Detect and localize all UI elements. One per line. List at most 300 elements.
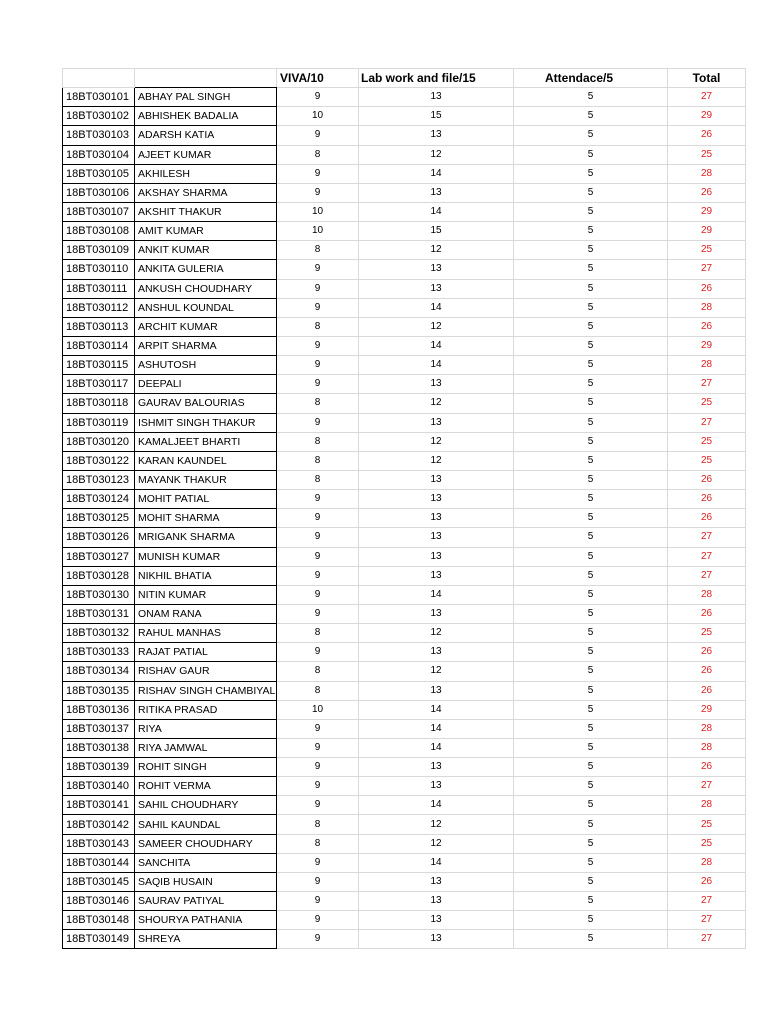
attendance-score-cell[interactable]: 5: [514, 470, 668, 489]
lab-score-cell[interactable]: 13: [359, 643, 514, 662]
student-name-cell[interactable]: SAURAV PATIYAL: [135, 892, 277, 911]
roll-number-cell[interactable]: 18BT030112: [63, 298, 135, 317]
student-name-cell[interactable]: ANKIT KUMAR: [135, 241, 277, 260]
roll-number-cell[interactable]: 18BT030114: [63, 336, 135, 355]
lab-score-cell[interactable]: 13: [359, 470, 514, 489]
total-score-cell[interactable]: 27: [668, 528, 746, 547]
attendance-score-cell[interactable]: 5: [514, 241, 668, 260]
roll-number-cell[interactable]: 18BT030111: [63, 279, 135, 298]
roll-number-cell[interactable]: 18BT030134: [63, 662, 135, 681]
viva-score-cell[interactable]: 9: [277, 585, 359, 604]
attendance-score-cell[interactable]: 5: [514, 432, 668, 451]
roll-number-cell[interactable]: 18BT030146: [63, 892, 135, 911]
viva-score-cell[interactable]: 9: [277, 604, 359, 623]
roll-number-cell[interactable]: 18BT030117: [63, 375, 135, 394]
viva-score-cell[interactable]: 8: [277, 624, 359, 643]
viva-score-cell[interactable]: 8: [277, 241, 359, 260]
total-score-cell[interactable]: 26: [668, 758, 746, 777]
viva-score-cell[interactable]: 9: [277, 164, 359, 183]
viva-score-cell[interactable]: 9: [277, 643, 359, 662]
student-name-cell[interactable]: ADARSH KATIA: [135, 126, 277, 145]
total-score-cell[interactable]: 27: [668, 777, 746, 796]
student-name-cell[interactable]: DEEPALI: [135, 375, 277, 394]
total-score-cell[interactable]: 25: [668, 241, 746, 260]
viva-score-cell[interactable]: 9: [277, 719, 359, 738]
table-row: [63, 164, 746, 183]
lab-score-cell[interactable]: 14: [359, 796, 514, 815]
lab-score-cell[interactable]: 12: [359, 451, 514, 470]
total-score-cell[interactable]: 25: [668, 815, 746, 834]
viva-score-cell[interactable]: 9: [277, 738, 359, 757]
roll-number-cell[interactable]: 18BT030145: [63, 872, 135, 891]
lab-score-cell[interactable]: 14: [359, 700, 514, 719]
roll-number-cell[interactable]: 18BT030138: [63, 738, 135, 757]
student-name-cell[interactable]: MUNISH KUMAR: [135, 547, 277, 566]
attendance-score-cell[interactable]: 5: [514, 298, 668, 317]
lab-score-cell[interactable]: 12: [359, 145, 514, 164]
table-row: [63, 853, 746, 872]
attendance-score-cell[interactable]: 5: [514, 566, 668, 585]
lab-score-cell[interactable]: 13: [359, 509, 514, 528]
total-score-cell[interactable]: 27: [668, 260, 746, 279]
roll-number-cell[interactable]: 18BT030123: [63, 470, 135, 489]
lab-score-cell[interactable]: 14: [359, 202, 514, 221]
viva-score-cell[interactable]: 10: [277, 202, 359, 221]
student-name-cell[interactable]: RAHUL MANHAS: [135, 624, 277, 643]
student-name-cell[interactable]: KAMALJEET BHARTI: [135, 432, 277, 451]
viva-score-cell[interactable]: 9: [277, 279, 359, 298]
header-attendance[interactable]: Attendace/5: [514, 69, 668, 88]
header-viva[interactable]: VIVA/10: [277, 69, 359, 88]
student-name-cell[interactable]: ANKITA GULERIA: [135, 260, 277, 279]
roll-number-cell[interactable]: 18BT030127: [63, 547, 135, 566]
student-name-cell[interactable]: ARPIT SHARMA: [135, 336, 277, 355]
lab-score-cell[interactable]: 13: [359, 758, 514, 777]
header-total[interactable]: Total: [668, 69, 746, 88]
student-name-cell[interactable]: RIYA JAMWAL: [135, 738, 277, 757]
student-name-cell[interactable]: GAURAV BALOURIAS: [135, 394, 277, 413]
total-score-cell[interactable]: 26: [668, 509, 746, 528]
roll-number-cell[interactable]: 18BT030141: [63, 796, 135, 815]
roll-number-cell[interactable]: 18BT030143: [63, 834, 135, 853]
student-name-cell[interactable]: RIYA: [135, 719, 277, 738]
student-name-cell[interactable]: RISHAV GAUR: [135, 662, 277, 681]
lab-score-cell[interactable]: 12: [359, 834, 514, 853]
total-score-cell[interactable]: 27: [668, 892, 746, 911]
total-score-cell[interactable]: 28: [668, 796, 746, 815]
viva-score-cell[interactable]: 9: [277, 509, 359, 528]
header-roll[interactable]: [63, 69, 135, 88]
roll-number-cell[interactable]: 18BT030113: [63, 317, 135, 336]
total-score-cell[interactable]: 26: [668, 604, 746, 623]
attendance-score-cell[interactable]: 5: [514, 490, 668, 509]
table-row: [63, 643, 746, 662]
viva-score-cell[interactable]: 9: [277, 183, 359, 202]
header-name[interactable]: [135, 69, 277, 88]
student-name-cell[interactable]: AKHILESH: [135, 164, 277, 183]
attendance-score-cell[interactable]: 5: [514, 202, 668, 221]
attendance-score-cell[interactable]: 5: [514, 222, 668, 241]
attendance-score-cell[interactable]: 5: [514, 509, 668, 528]
lab-score-cell[interactable]: 13: [359, 126, 514, 145]
viva-score-cell[interactable]: 9: [277, 872, 359, 891]
total-score-cell[interactable]: 29: [668, 336, 746, 355]
attendance-score-cell[interactable]: 5: [514, 872, 668, 891]
attendance-score-cell[interactable]: 5: [514, 643, 668, 662]
viva-score-cell[interactable]: 9: [277, 758, 359, 777]
roll-number-cell[interactable]: 18BT030142: [63, 815, 135, 834]
lab-score-cell[interactable]: 14: [359, 164, 514, 183]
total-score-cell[interactable]: 25: [668, 451, 746, 470]
viva-score-cell[interactable]: 8: [277, 834, 359, 853]
table-row: [63, 356, 746, 375]
viva-score-cell[interactable]: 8: [277, 432, 359, 451]
attendance-score-cell[interactable]: 5: [514, 834, 668, 853]
total-score-cell[interactable]: 28: [668, 298, 746, 317]
roll-number-cell[interactable]: 18BT030139: [63, 758, 135, 777]
total-score-cell[interactable]: 25: [668, 432, 746, 451]
total-score-cell[interactable]: 25: [668, 834, 746, 853]
total-score-cell[interactable]: 26: [668, 126, 746, 145]
total-score-cell[interactable]: 25: [668, 394, 746, 413]
lab-score-cell[interactable]: 13: [359, 375, 514, 394]
roll-number-cell[interactable]: 18BT030140: [63, 777, 135, 796]
table-row: [63, 451, 746, 470]
attendance-score-cell[interactable]: 5: [514, 413, 668, 432]
table-row: [63, 126, 746, 145]
lab-score-cell[interactable]: 13: [359, 413, 514, 432]
table-row: [63, 566, 746, 585]
viva-score-cell[interactable]: 8: [277, 815, 359, 834]
viva-score-cell[interactable]: 9: [277, 375, 359, 394]
student-name-cell[interactable]: AJEET KUMAR: [135, 145, 277, 164]
header-lab-work[interactable]: Lab work and file/15: [359, 69, 514, 88]
roll-number-cell[interactable]: 18BT030106: [63, 183, 135, 202]
attendance-score-cell[interactable]: 5: [514, 681, 668, 700]
student-name-cell[interactable]: RISHAV SINGH CHAMBIYAL: [135, 681, 277, 700]
attendance-score-cell[interactable]: 5: [514, 451, 668, 470]
lab-score-cell[interactable]: 14: [359, 356, 514, 375]
lab-score-cell[interactable]: 12: [359, 432, 514, 451]
viva-score-cell[interactable]: 10: [277, 700, 359, 719]
viva-score-cell[interactable]: 9: [277, 911, 359, 930]
viva-score-cell[interactable]: 9: [277, 126, 359, 145]
student-name-cell[interactable]: ROHIT SINGH: [135, 758, 277, 777]
attendance-score-cell[interactable]: 5: [514, 336, 668, 355]
roll-number-cell[interactable]: 18BT030135: [63, 681, 135, 700]
viva-score-cell[interactable]: 8: [277, 451, 359, 470]
viva-score-cell[interactable]: 8: [277, 470, 359, 489]
roll-number-cell[interactable]: 18BT030101: [63, 88, 135, 107]
lab-score-cell[interactable]: 13: [359, 547, 514, 566]
student-name-cell[interactable]: NIKHIL BHATIA: [135, 566, 277, 585]
attendance-score-cell[interactable]: 5: [514, 624, 668, 643]
roll-number-cell[interactable]: 18BT030120: [63, 432, 135, 451]
student-name-cell[interactable]: AKSHAY SHARMA: [135, 183, 277, 202]
roll-number-cell[interactable]: 18BT030119: [63, 413, 135, 432]
attendance-score-cell[interactable]: 5: [514, 279, 668, 298]
viva-score-cell[interactable]: 9: [277, 413, 359, 432]
total-score-cell[interactable]: 27: [668, 911, 746, 930]
lab-score-cell[interactable]: 13: [359, 528, 514, 547]
student-name-cell[interactable]: AMIT KUMAR: [135, 222, 277, 241]
lab-score-cell[interactable]: 12: [359, 241, 514, 260]
viva-score-cell[interactable]: 10: [277, 107, 359, 126]
total-score-cell[interactable]: 25: [668, 624, 746, 643]
total-score-cell[interactable]: 27: [668, 413, 746, 432]
student-name-cell[interactable]: ISHMIT SINGH THAKUR: [135, 413, 277, 432]
student-name-cell[interactable]: RAJAT PATIAL: [135, 643, 277, 662]
total-score-cell[interactable]: 26: [668, 662, 746, 681]
marks-table: [62, 68, 746, 949]
lab-score-cell[interactable]: 14: [359, 585, 514, 604]
roll-number-cell[interactable]: 18BT030115: [63, 356, 135, 375]
total-score-cell[interactable]: 26: [668, 643, 746, 662]
student-name-cell[interactable]: SAMEER CHOUDHARY: [135, 834, 277, 853]
student-name-cell[interactable]: MAYANK THAKUR: [135, 470, 277, 489]
table-row: [63, 585, 746, 604]
total-score-cell[interactable]: 28: [668, 853, 746, 872]
total-score-cell[interactable]: 26: [668, 872, 746, 891]
lab-score-cell[interactable]: 12: [359, 624, 514, 643]
roll-number-cell[interactable]: 18BT030128: [63, 566, 135, 585]
viva-score-cell[interactable]: 8: [277, 662, 359, 681]
viva-score-cell[interactable]: 9: [277, 796, 359, 815]
total-score-cell[interactable]: 27: [668, 88, 746, 107]
roll-number-cell[interactable]: 18BT030148: [63, 911, 135, 930]
attendance-score-cell[interactable]: 5: [514, 528, 668, 547]
viva-score-cell[interactable]: 8: [277, 681, 359, 700]
attendance-score-cell[interactable]: 5: [514, 719, 668, 738]
lab-score-cell[interactable]: 12: [359, 317, 514, 336]
roll-number-cell[interactable]: 18BT030124: [63, 490, 135, 509]
attendance-score-cell[interactable]: 5: [514, 853, 668, 872]
lab-score-cell[interactable]: 13: [359, 777, 514, 796]
viva-score-cell[interactable]: 9: [277, 356, 359, 375]
attendance-score-cell[interactable]: 5: [514, 892, 668, 911]
viva-score-cell[interactable]: 9: [277, 298, 359, 317]
roll-number-cell[interactable]: 18BT030144: [63, 853, 135, 872]
total-score-cell[interactable]: 29: [668, 222, 746, 241]
student-name-cell[interactable]: SAHIL KAUNDAL: [135, 815, 277, 834]
roll-number-cell[interactable]: 18BT030104: [63, 145, 135, 164]
lab-score-cell[interactable]: 13: [359, 892, 514, 911]
total-score-cell[interactable]: 27: [668, 930, 746, 949]
viva-score-cell[interactable]: 9: [277, 547, 359, 566]
roll-number-cell[interactable]: 18BT030107: [63, 202, 135, 221]
table-row: [63, 279, 746, 298]
total-score-cell[interactable]: 29: [668, 700, 746, 719]
roll-number-cell[interactable]: 18BT030102: [63, 107, 135, 126]
table-row: [63, 298, 746, 317]
student-name-cell[interactable]: SAHIL CHOUDHARY: [135, 796, 277, 815]
student-name-cell[interactable]: ANSHUL KOUNDAL: [135, 298, 277, 317]
attendance-score-cell[interactable]: 5: [514, 260, 668, 279]
total-score-cell[interactable]: 29: [668, 107, 746, 126]
total-score-cell[interactable]: 26: [668, 490, 746, 509]
total-score-cell[interactable]: 28: [668, 719, 746, 738]
table-row: [63, 528, 746, 547]
lab-score-cell[interactable]: 13: [359, 88, 514, 107]
header-row: [63, 69, 746, 88]
student-name-cell[interactable]: SHOURYA PATHANIA: [135, 911, 277, 930]
lab-score-cell[interactable]: 14: [359, 336, 514, 355]
attendance-score-cell[interactable]: 5: [514, 164, 668, 183]
total-score-cell[interactable]: 26: [668, 681, 746, 700]
total-score-cell[interactable]: 25: [668, 145, 746, 164]
roll-number-cell[interactable]: 18BT030126: [63, 528, 135, 547]
roll-number-cell[interactable]: 18BT030118: [63, 394, 135, 413]
total-score-cell[interactable]: 27: [668, 547, 746, 566]
lab-score-cell[interactable]: 15: [359, 222, 514, 241]
attendance-score-cell[interactable]: 5: [514, 911, 668, 930]
attendance-score-cell[interactable]: 5: [514, 126, 668, 145]
student-name-cell[interactable]: ROHIT VERMA: [135, 777, 277, 796]
table-row: [63, 547, 746, 566]
lab-score-cell[interactable]: 13: [359, 490, 514, 509]
viva-score-cell[interactable]: 9: [277, 853, 359, 872]
roll-number-cell[interactable]: 18BT030130: [63, 585, 135, 604]
roll-number-cell[interactable]: 18BT030132: [63, 624, 135, 643]
viva-score-cell[interactable]: 9: [277, 892, 359, 911]
attendance-score-cell[interactable]: 5: [514, 930, 668, 949]
student-name-cell[interactable]: AKSHIT THAKUR: [135, 202, 277, 221]
attendance-score-cell[interactable]: 5: [514, 585, 668, 604]
table-row: [63, 911, 746, 930]
lab-score-cell[interactable]: 13: [359, 183, 514, 202]
total-score-cell[interactable]: 26: [668, 470, 746, 489]
student-name-cell[interactable]: MOHIT PATIAL: [135, 490, 277, 509]
viva-score-cell[interactable]: 9: [277, 528, 359, 547]
attendance-score-cell[interactable]: 5: [514, 796, 668, 815]
student-name-cell[interactable]: SANCHITA: [135, 853, 277, 872]
attendance-score-cell[interactable]: 5: [514, 700, 668, 719]
attendance-score-cell[interactable]: 5: [514, 88, 668, 107]
table-row: [63, 202, 746, 221]
attendance-score-cell[interactable]: 5: [514, 662, 668, 681]
lab-score-cell[interactable]: 14: [359, 719, 514, 738]
student-name-cell[interactable]: SHREYA: [135, 930, 277, 949]
lab-score-cell[interactable]: 14: [359, 738, 514, 757]
attendance-score-cell[interactable]: 5: [514, 777, 668, 796]
lab-score-cell[interactable]: 13: [359, 566, 514, 585]
student-name-cell[interactable]: NITIN KUMAR: [135, 585, 277, 604]
lab-score-cell[interactable]: 14: [359, 853, 514, 872]
attendance-score-cell[interactable]: 5: [514, 758, 668, 777]
student-name-cell[interactable]: ASHUTOSH: [135, 356, 277, 375]
student-name-cell[interactable]: ARCHIT KUMAR: [135, 317, 277, 336]
student-name-cell[interactable]: ABHISHEK BADALIA: [135, 107, 277, 126]
viva-score-cell[interactable]: 9: [277, 566, 359, 585]
attendance-score-cell[interactable]: 5: [514, 317, 668, 336]
attendance-score-cell[interactable]: 5: [514, 356, 668, 375]
student-name-cell[interactable]: ABHAY PAL SINGH: [135, 88, 277, 107]
total-score-cell[interactable]: 26: [668, 279, 746, 298]
attendance-score-cell[interactable]: 5: [514, 394, 668, 413]
viva-score-cell[interactable]: 9: [277, 777, 359, 796]
attendance-score-cell[interactable]: 5: [514, 375, 668, 394]
lab-score-cell[interactable]: 15: [359, 107, 514, 126]
roll-number-cell[interactable]: 18BT030108: [63, 222, 135, 241]
roll-number-cell[interactable]: 18BT030122: [63, 451, 135, 470]
roll-number-cell[interactable]: 18BT030137: [63, 719, 135, 738]
viva-score-cell[interactable]: 8: [277, 317, 359, 336]
viva-score-cell[interactable]: 9: [277, 88, 359, 107]
attendance-score-cell[interactable]: 5: [514, 738, 668, 757]
roll-number-cell[interactable]: 18BT030109: [63, 241, 135, 260]
roll-number-cell[interactable]: 18BT030125: [63, 509, 135, 528]
lab-score-cell[interactable]: 13: [359, 872, 514, 891]
viva-score-cell[interactable]: 9: [277, 490, 359, 509]
student-name-cell[interactable]: MOHIT SHARMA: [135, 509, 277, 528]
roll-number-cell[interactable]: 18BT030149: [63, 930, 135, 949]
total-score-cell[interactable]: 27: [668, 566, 746, 585]
viva-score-cell[interactable]: 9: [277, 336, 359, 355]
table-row: [63, 930, 746, 949]
attendance-score-cell[interactable]: 5: [514, 183, 668, 202]
lab-score-cell[interactable]: 14: [359, 298, 514, 317]
roll-number-cell[interactable]: 18BT030105: [63, 164, 135, 183]
student-name-cell[interactable]: KARAN KAUNDEL: [135, 451, 277, 470]
table-row: [63, 470, 746, 489]
attendance-score-cell[interactable]: 5: [514, 815, 668, 834]
student-name-cell[interactable]: RITIKA PRASAD: [135, 700, 277, 719]
lab-score-cell[interactable]: 13: [359, 911, 514, 930]
lab-score-cell[interactable]: 13: [359, 279, 514, 298]
roll-number-cell[interactable]: 18BT030131: [63, 604, 135, 623]
marks-sheet: [62, 68, 746, 949]
student-name-cell[interactable]: MRIGANK SHARMA: [135, 528, 277, 547]
table-row: [63, 241, 746, 260]
attendance-score-cell[interactable]: 5: [514, 145, 668, 164]
roll-number-cell[interactable]: 18BT030133: [63, 643, 135, 662]
total-score-cell[interactable]: 28: [668, 356, 746, 375]
lab-score-cell[interactable]: 13: [359, 260, 514, 279]
lab-score-cell[interactable]: 12: [359, 662, 514, 681]
viva-score-cell[interactable]: 9: [277, 260, 359, 279]
table-row: [63, 336, 746, 355]
lab-score-cell[interactable]: 12: [359, 394, 514, 413]
student-name-cell[interactable]: ANKUSH CHOUDHARY: [135, 279, 277, 298]
attendance-score-cell[interactable]: 5: [514, 547, 668, 566]
lab-score-cell[interactable]: 13: [359, 604, 514, 623]
total-score-cell[interactable]: 29: [668, 202, 746, 221]
lab-score-cell[interactable]: 13: [359, 681, 514, 700]
attendance-score-cell[interactable]: 5: [514, 107, 668, 126]
total-score-cell[interactable]: 28: [668, 738, 746, 757]
table-row: [63, 88, 746, 107]
total-score-cell[interactable]: 28: [668, 164, 746, 183]
viva-score-cell[interactable]: 9: [277, 930, 359, 949]
roll-number-cell[interactable]: 18BT030136: [63, 700, 135, 719]
student-name-cell[interactable]: ONAM RANA: [135, 604, 277, 623]
roll-number-cell[interactable]: 18BT030110: [63, 260, 135, 279]
total-score-cell[interactable]: 26: [668, 183, 746, 202]
lab-score-cell[interactable]: 13: [359, 930, 514, 949]
student-name-cell[interactable]: SAQIB HUSAIN: [135, 872, 277, 891]
viva-score-cell[interactable]: 10: [277, 222, 359, 241]
table-row: [63, 394, 746, 413]
table-row: [63, 624, 746, 643]
roll-number-cell[interactable]: 18BT030103: [63, 126, 135, 145]
total-score-cell[interactable]: 28: [668, 585, 746, 604]
total-score-cell[interactable]: 27: [668, 375, 746, 394]
lab-score-cell[interactable]: 12: [359, 815, 514, 834]
attendance-score-cell[interactable]: 5: [514, 604, 668, 623]
viva-score-cell[interactable]: 8: [277, 145, 359, 164]
total-score-cell[interactable]: 26: [668, 317, 746, 336]
viva-score-cell[interactable]: 8: [277, 394, 359, 413]
